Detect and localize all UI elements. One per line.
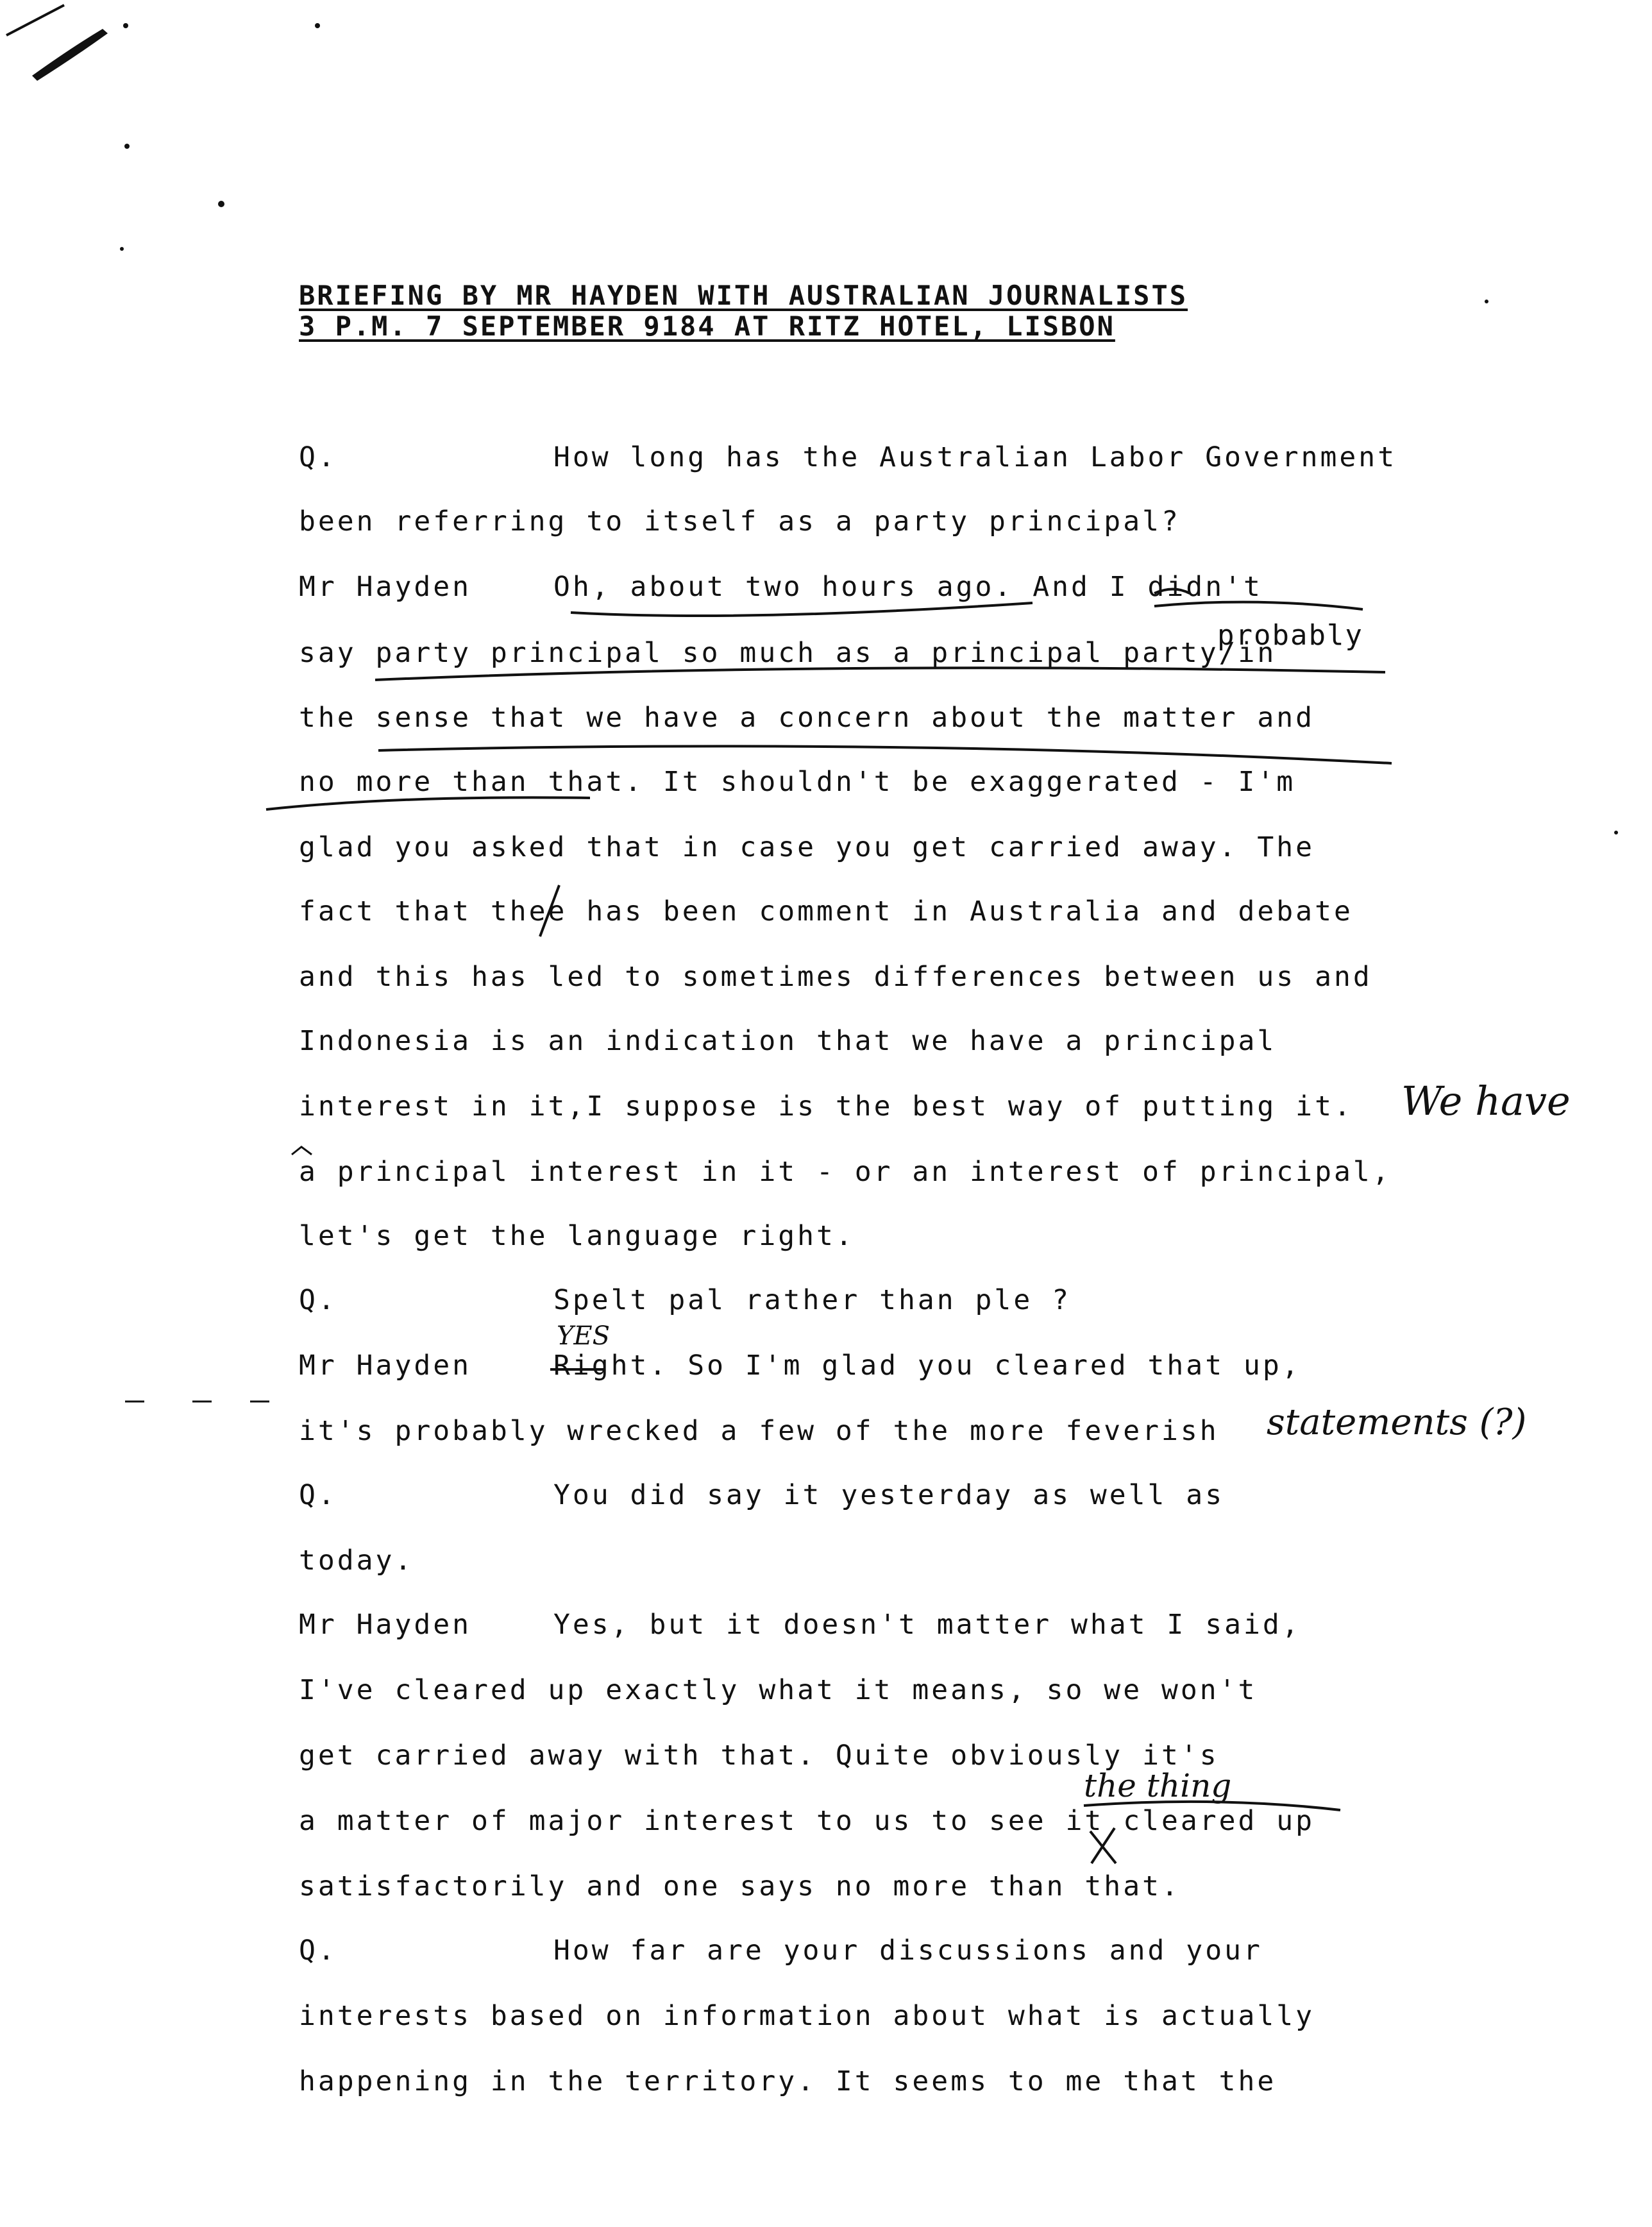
pen-stroke-artifact	[6, 5, 64, 35]
annotation-we-have: We have	[1401, 1078, 1571, 1124]
line-text: You did say it yesterday as well as	[553, 1479, 1225, 1511]
line-text: Spelt pal rather than ple ?	[553, 1284, 1071, 1316]
transcript-line	[299, 704, 1315, 732]
scan-dot	[1485, 300, 1488, 303]
speaker: Mr Hayden	[299, 1350, 471, 1382]
scan-dot	[120, 247, 124, 251]
line-text: satisfactorily and one says no more than that.	[299, 1870, 1181, 1902]
annotation-the-thing: the thing	[1084, 1767, 1232, 1804]
line-text: fact that thee has been comment in Australia and debate	[299, 895, 1353, 927]
transcript-line	[299, 1479, 1225, 1511]
speaker: Q.	[299, 1284, 337, 1316]
annotation-probably: probably	[1217, 619, 1363, 652]
transcript-line	[299, 963, 1372, 991]
transcript-line	[299, 2000, 1315, 2032]
title-line-1: BRIEFING BY MR HAYDEN WITH AUSTRALIAN JOURNALISTS	[299, 280, 1188, 311]
speaker: Q.	[299, 441, 337, 473]
transcript-line	[299, 1870, 1181, 1902]
line-text: a principal interest in it - or an interest of principal,	[299, 1156, 1392, 1188]
transcript-line	[299, 1674, 1258, 1706]
line-text: and this has led to sometimes differences between us and	[299, 961, 1372, 993]
title-line-2: 3 P.M. 7 SEPTEMBER 9184 AT RITZ HOTEL, LISBON	[299, 310, 1115, 342]
transcript-line	[299, 1547, 414, 1575]
hand-underline	[378, 746, 1392, 763]
transcript-line	[299, 441, 1397, 473]
line-text: happening in the territory. It seems to me that the	[299, 2065, 1277, 2097]
line-text: I've cleared up exactly what it means, so we won't	[299, 1674, 1258, 1706]
line-text: it's probably wrecked a few of the more feverish	[299, 1415, 1219, 1447]
hand-underline	[266, 797, 590, 809]
transcript-line	[299, 1805, 1315, 1837]
scan-dot	[124, 144, 130, 149]
line-text: interest in it,I suppose is the best way of putting it.	[299, 1090, 1353, 1122]
transcript-line	[299, 1284, 1071, 1316]
transcript-line	[299, 1220, 855, 1252]
line-text: Oh, about two hours ago. And I didn't	[553, 571, 1263, 603]
scan-dot	[218, 201, 224, 207]
transcript-line	[299, 505, 1181, 538]
line-text: no more than that. It shouldn't be exaggerated - I'm	[299, 766, 1296, 798]
line-text: been referring to itself as a party principal?	[299, 505, 1181, 538]
line-text: let's get the language right.	[299, 1220, 855, 1252]
line-text: today.	[299, 1545, 414, 1577]
speaker: Q.	[299, 1935, 337, 1967]
line-text: the sense that we have a concern about the matter and	[299, 702, 1315, 734]
caret-mark	[292, 1147, 312, 1155]
transcript-line	[299, 1352, 1301, 1380]
transcript-line	[299, 1937, 1263, 1965]
transcript-line	[299, 639, 1276, 667]
transcript-line	[299, 1090, 1353, 1122]
speaker: Mr Hayden	[299, 571, 471, 603]
speaker: Q.	[299, 1479, 337, 1511]
annotation-yes: YES	[557, 1321, 611, 1351]
transcript-line	[299, 1025, 1277, 1057]
line-text: Indonesia is an indication that we have a principal	[299, 1025, 1277, 1057]
scan-dot	[1614, 831, 1618, 834]
line-text: How far are your discussions and your	[553, 1935, 1263, 1967]
line-text: glad you asked that in case you get carried away. The	[299, 831, 1315, 863]
line-text: interests based on information about what is actually	[299, 2000, 1315, 2032]
transcript-line	[299, 895, 1353, 927]
line-text: Right. So I'm glad you cleared that up,	[553, 1350, 1301, 1382]
line-text: get carried away with that. Quite obviously it's	[299, 1740, 1219, 1772]
transcript-line	[299, 1742, 1219, 1770]
line-text: How long has the Australian Labor Government	[553, 441, 1397, 473]
scan-dot	[315, 23, 320, 28]
scan-dot	[123, 23, 128, 28]
transcript-line	[299, 768, 1295, 796]
line-text: say party principal so much as a principal party/in	[299, 637, 1277, 669]
transcript-line	[299, 1158, 1392, 1186]
hand-underline	[375, 668, 1385, 680]
transcript-line	[299, 2065, 1277, 2097]
speaker: Mr Hayden	[299, 1609, 471, 1641]
transcript-line	[299, 1415, 1219, 1447]
transcript-line	[299, 1611, 1301, 1639]
hand-underline	[571, 603, 1032, 616]
line-text: Yes, but it doesn't matter what I said,	[553, 1609, 1301, 1641]
transcript-line	[299, 831, 1315, 863]
pen-stroke-artifact	[32, 29, 108, 81]
hand-underline	[1154, 602, 1363, 609]
transcript-line	[299, 573, 1263, 601]
line-text: a matter of major interest to us to see it cleared up	[299, 1805, 1315, 1837]
annotation-statements: statements (?)	[1267, 1401, 1527, 1443]
